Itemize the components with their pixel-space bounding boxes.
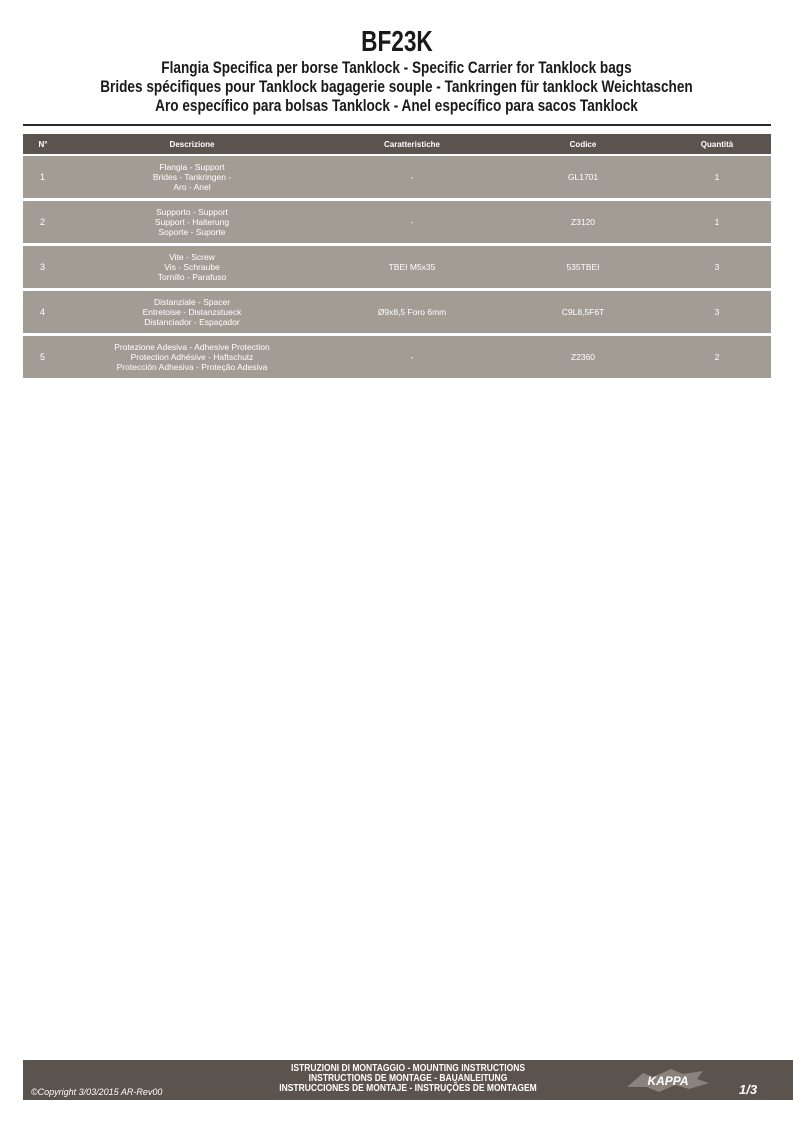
table-row xyxy=(23,290,771,335)
table-row xyxy=(23,335,771,380)
description-line: Protection Adhésive - Haftschutz xyxy=(130,352,254,362)
page-number: 1/3 xyxy=(739,1082,758,1097)
description-line: Distanziale - Spacer xyxy=(153,297,231,307)
subtitle-line-3: Aro específico para bolsas Tanklock - Anel específico para sacos Tanklock xyxy=(155,96,638,115)
col-header-quantity: Quantità xyxy=(663,134,771,155)
subtitle-line-2: Brides spécifiques pour Tanklock bagagerie souple - Tankringen für tanklock Weichtaschen xyxy=(100,77,693,96)
description-line: Vis - Schraube xyxy=(164,262,220,272)
col-header-description: Descrizione xyxy=(63,134,321,155)
row-code: Z3120 xyxy=(503,200,663,245)
row-quantity: 1 xyxy=(663,200,771,245)
row-code: C9L8,5F6T xyxy=(503,290,663,335)
row-number: 4 xyxy=(23,290,63,335)
row-description xyxy=(63,335,321,380)
description-line: Support - Halterung xyxy=(154,217,230,227)
instructions-line: INSTRUCTIONS DE MONTAGE - BAUANLEITUNG xyxy=(308,1073,508,1084)
row-description xyxy=(63,155,321,200)
page-title: BF23K xyxy=(360,26,433,58)
kappa-logo xyxy=(623,1065,713,1095)
row-quantity: 3 xyxy=(663,290,771,335)
page-footer xyxy=(23,1060,793,1100)
description-line: Entretoise - Distanzstueck xyxy=(142,307,242,317)
row-characteristics: - xyxy=(321,335,503,380)
table-header-row xyxy=(23,134,771,155)
description-line: Protezione Adesiva - Adhesive Protection xyxy=(114,342,270,352)
row-code: Z2360 xyxy=(503,335,663,380)
instructions-line: INSTRUCCIONES DE MONTAJE - INSTRUÇÕES DE MONTAGEM xyxy=(279,1083,537,1094)
table-row xyxy=(23,155,771,200)
description-line: Soporte - Suporte xyxy=(158,227,226,237)
instructions-title xyxy=(238,1064,578,1094)
row-characteristics: - xyxy=(321,200,503,245)
row-number: 5 xyxy=(23,335,63,380)
table-row xyxy=(23,200,771,245)
row-description xyxy=(63,290,321,335)
row-code: 535TBEI xyxy=(503,245,663,290)
col-header-characteristics: Caratteristiche xyxy=(321,134,503,155)
row-number: 3 xyxy=(23,245,63,290)
row-characteristics: TBEI M5x35 xyxy=(321,245,503,290)
row-quantity: 3 xyxy=(663,245,771,290)
description-line: Flangia - Support xyxy=(159,162,225,172)
description-line: Tornillo - Parafuso xyxy=(157,272,227,282)
row-characteristics: Ø9x8,5 Foro 6mm xyxy=(321,290,503,335)
table-row xyxy=(23,245,771,290)
row-description xyxy=(63,245,321,290)
description-line: Brides - Tankringen - xyxy=(152,172,232,182)
col-header-number: N° xyxy=(23,134,63,155)
subtitle-line-1: Flangia Specifica per borse Tanklock - Specific Carrier for Tanklock bags xyxy=(161,58,632,77)
row-quantity: 1 xyxy=(663,155,771,200)
parts-table xyxy=(23,134,771,381)
description-line: Aro - Anel xyxy=(173,182,211,192)
document-header xyxy=(0,26,793,115)
svg-text:KAPPA: KAPPA xyxy=(647,1074,689,1088)
description-line: Supporto - Support xyxy=(156,207,228,217)
instructions-line: ISTRUZIONI DI MONTAGGIO - MOUNTING INSTRUCTIONS xyxy=(290,1063,526,1074)
description-line: Distanciador - Espaçador xyxy=(144,317,240,327)
header-divider xyxy=(23,124,771,126)
row-number: 2 xyxy=(23,200,63,245)
description-line: Vite - Screw xyxy=(169,252,215,262)
copyright-text: ©Copyright 3/03/2015 AR-Rev00 xyxy=(31,1087,163,1097)
row-number: 1 xyxy=(23,155,63,200)
col-header-code: Codice xyxy=(503,134,663,155)
row-description xyxy=(63,200,321,245)
row-code: GL1701 xyxy=(503,155,663,200)
row-quantity: 2 xyxy=(663,335,771,380)
description-line: Protección Adhesiva - Proteção Adesiva xyxy=(116,362,268,372)
row-characteristics: - xyxy=(321,155,503,200)
